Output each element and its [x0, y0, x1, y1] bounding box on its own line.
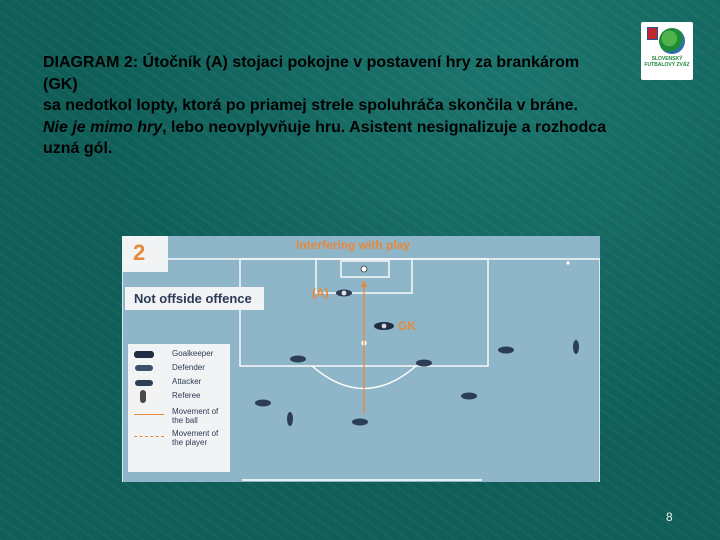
goalkeeper	[374, 322, 394, 330]
football-icon	[659, 28, 685, 54]
other-players	[255, 340, 579, 426]
caption-line-2: (GK)	[43, 75, 78, 93]
defender-1	[290, 356, 306, 363]
defender-icon	[135, 365, 153, 371]
slovak-shield-icon	[647, 27, 658, 40]
assistant-referee	[573, 340, 579, 354]
attacker-icon	[135, 380, 153, 386]
caption-line-3: sa nedotkol lopty, ktorá po priamej strele spoluhráča skončila v bráne.	[43, 97, 578, 114]
ball-movement-arrowhead	[361, 280, 367, 287]
legend-label-goalkeeper: Goalkeeper	[172, 349, 214, 358]
goalkeeper-label: GK	[398, 319, 416, 333]
not-offside-badge	[125, 287, 264, 310]
attacker-a	[336, 290, 352, 297]
legend-label-player-movement: Movement of the player	[172, 429, 219, 447]
defender-3	[498, 347, 514, 354]
slide-caption	[43, 52, 683, 160]
caption-line-4-rest: , lebo neovplyvňuje hru. Asistent nesignalizuje a rozhodca	[162, 118, 607, 136]
attacker-shooter	[352, 419, 368, 426]
defender-2	[416, 360, 432, 367]
caption-line-1: DIAGRAM 2: Útočník (A) stojaci pokojne v postavení hry za brankárom	[43, 54, 580, 71]
goalkeeper-icon	[134, 351, 154, 358]
diagram-number: 2	[133, 240, 146, 265]
logo-text: SLOVENSKÝ FUTBALOVÝ ZVÄZ	[644, 56, 690, 68]
attacker-2	[461, 393, 477, 400]
referee-icon	[140, 390, 146, 403]
offside-diagram	[122, 236, 600, 482]
legend-label-defender: Defender	[172, 363, 205, 372]
slide-number: 8	[666, 510, 673, 524]
badge-text: Not offside offence	[134, 291, 252, 306]
referee	[287, 412, 293, 426]
sfz-logo	[641, 22, 693, 80]
diagram-title: Interfering with play	[296, 238, 411, 252]
ball-movement-arrow	[134, 414, 164, 415]
legend-label-ball-movement: Movement of the ball	[172, 407, 219, 425]
corner-flag-icon	[566, 261, 569, 264]
attacker-3	[255, 400, 271, 407]
diagram-legend	[128, 344, 230, 472]
diagram-number-box	[122, 236, 168, 272]
player-movement-arrow	[134, 436, 164, 437]
caption-line-5: uzná gól.	[43, 140, 113, 157]
legend-label-attacker: Attacker	[172, 377, 202, 386]
attacker-label: (A)	[312, 286, 329, 300]
ball-icon	[361, 266, 367, 272]
caption-line-4	[43, 117, 683, 139]
legend-label-referee: Referee	[172, 391, 201, 400]
caption-italic-phrase: Nie je mimo hry	[43, 118, 163, 136]
